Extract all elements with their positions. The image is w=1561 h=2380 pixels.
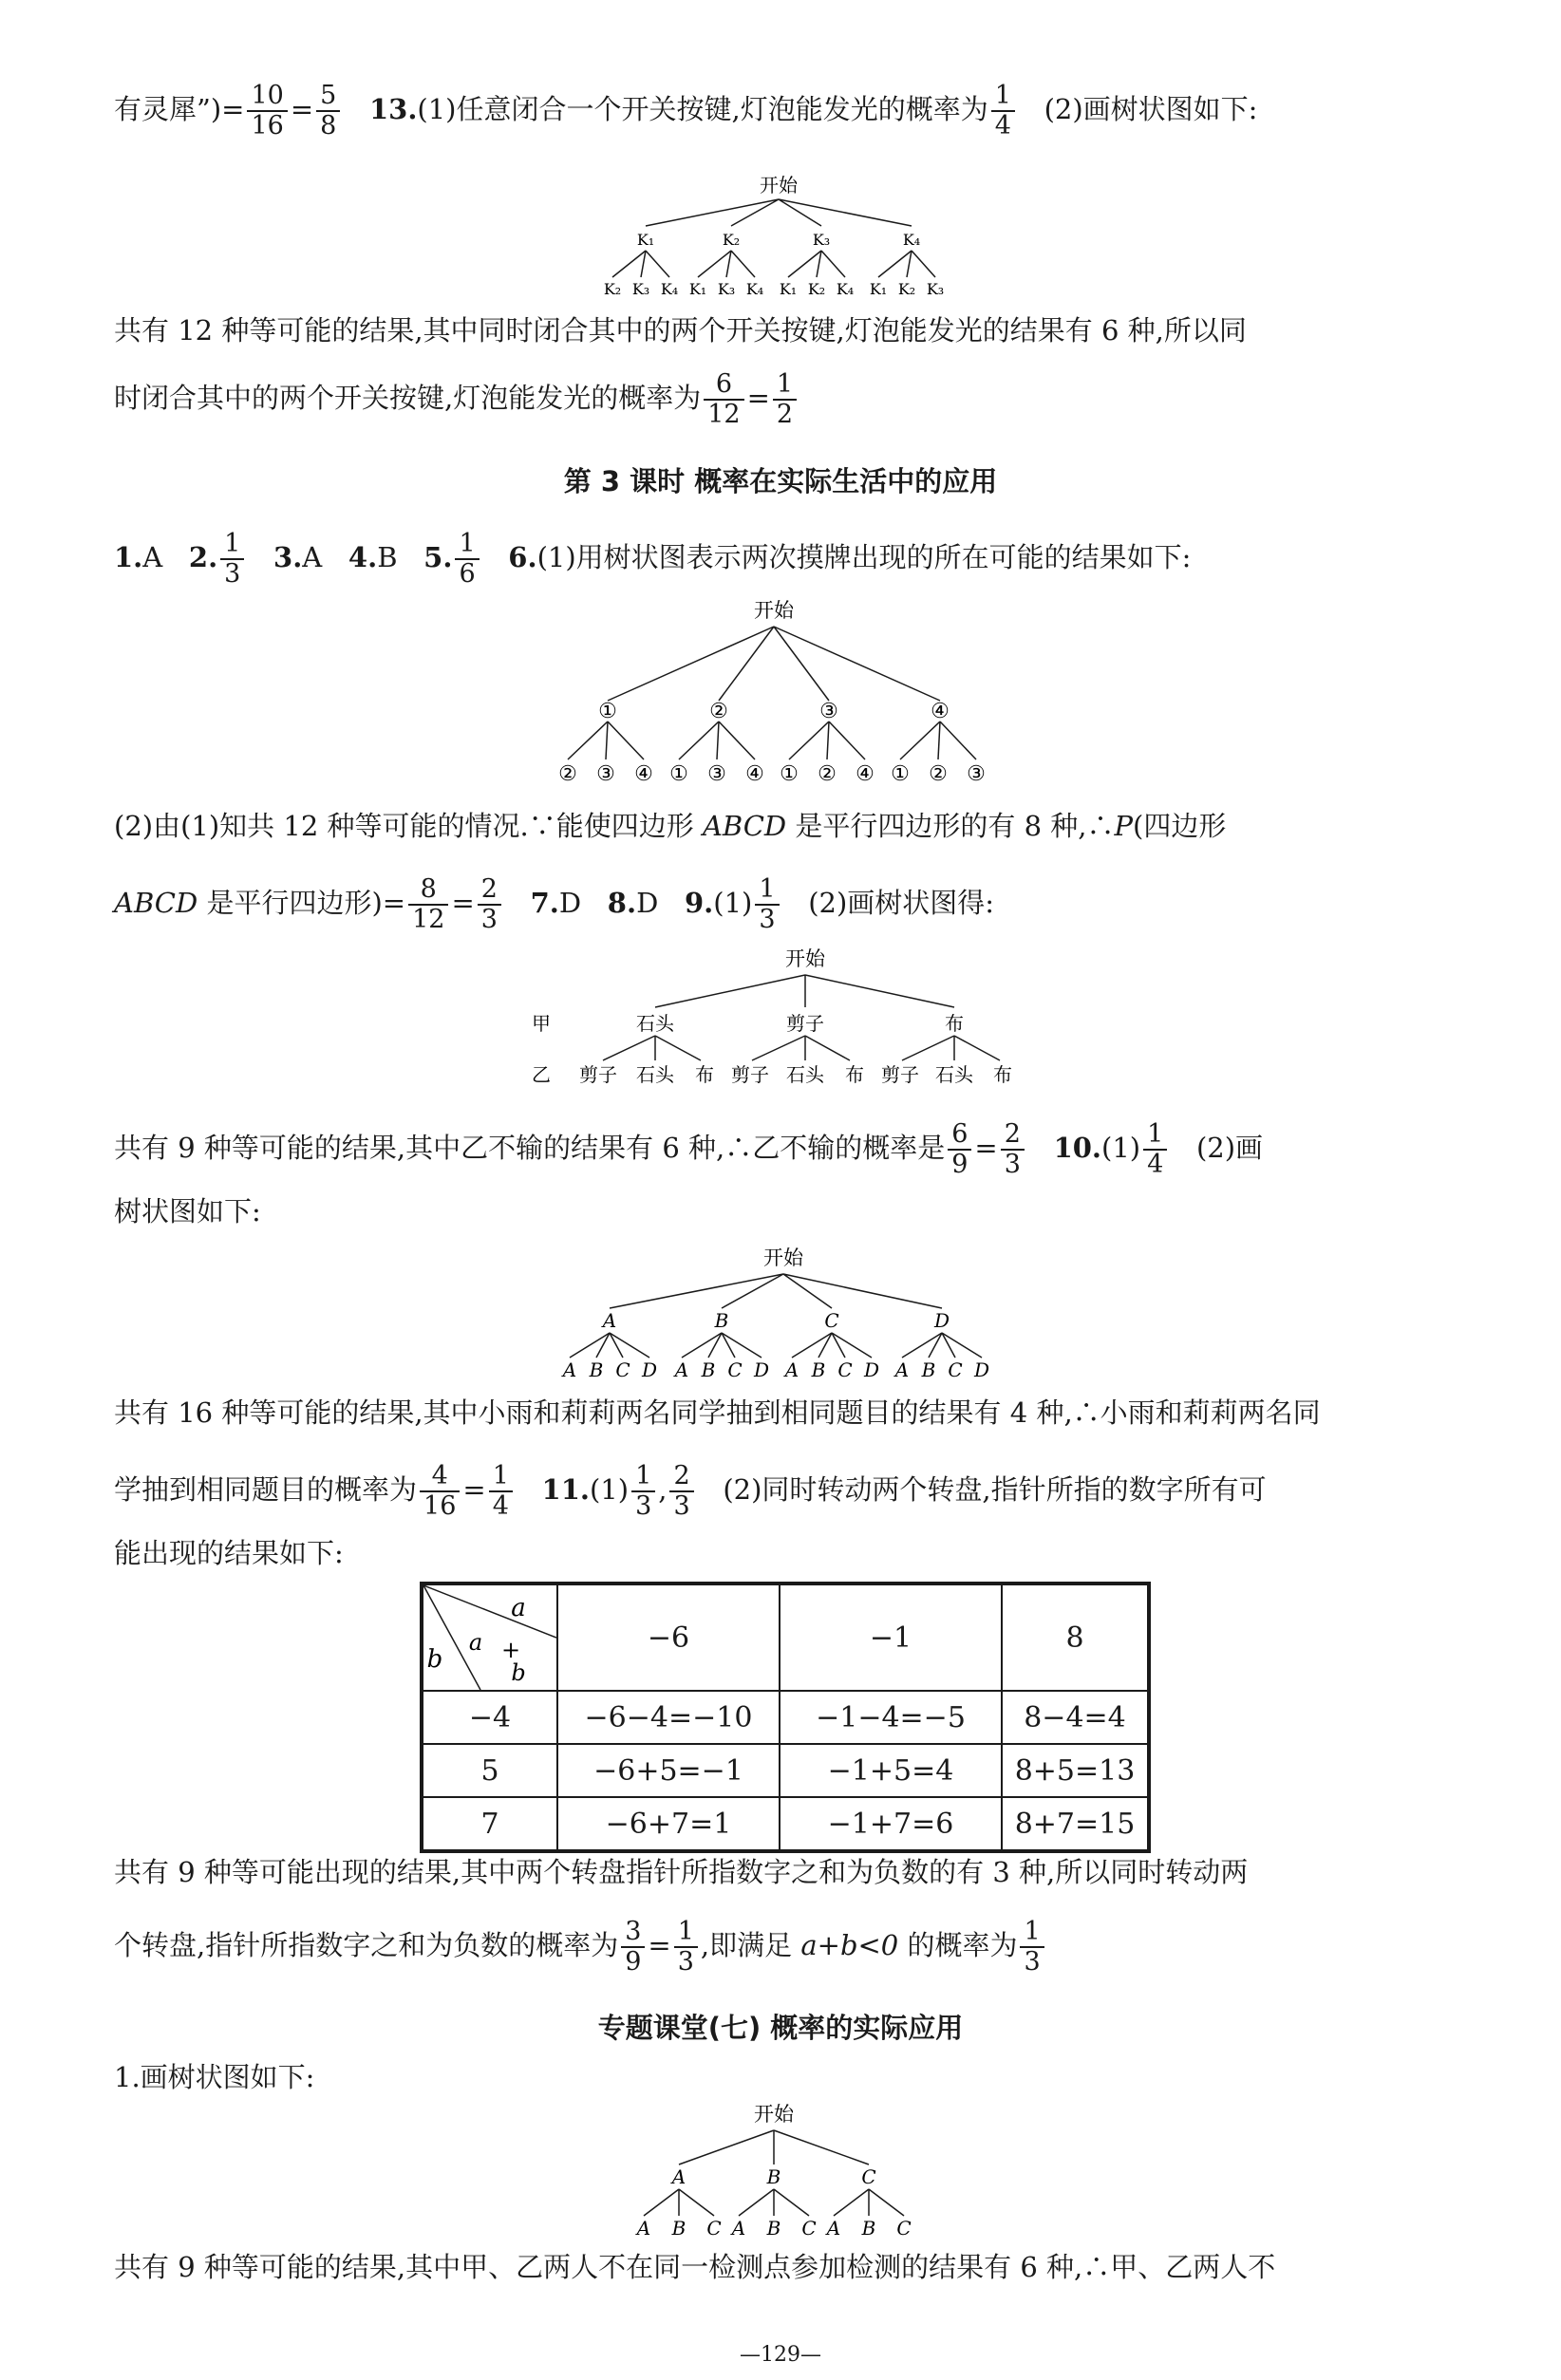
fraction: $\frac{10}{16}$	[247, 82, 287, 141]
fraction: $\frac{2}{3}$	[669, 1462, 693, 1521]
tree-leaf: K₁	[869, 280, 888, 298]
tree-leaf: ②	[558, 762, 577, 786]
tree-leaf: A	[562, 1359, 577, 1381]
tree-leaf: K₃	[717, 280, 736, 298]
tree-leaf: C	[948, 1359, 963, 1381]
text-line: 能出现的结果如下:	[114, 1537, 344, 1569]
corner-a: a	[511, 1594, 526, 1622]
tree-node: A	[671, 2165, 686, 2188]
tree-root: 开始	[754, 599, 794, 622]
tree-leaf: ③	[967, 762, 986, 786]
table-cell: −6+7=1	[557, 1797, 780, 1851]
tree-leaf: C	[615, 1359, 630, 1381]
tree-leaf: K₃	[926, 280, 945, 298]
tree-leaf: D	[753, 1359, 770, 1381]
tree-leaf: K₁	[688, 280, 707, 298]
fraction: $\frac{6}{12}$	[704, 370, 743, 429]
text-line: 树状图如下:	[114, 1195, 261, 1227]
tree-node: ①	[598, 700, 617, 723]
corner-b: b	[426, 1645, 443, 1674]
fraction: $\frac{1}{3}$	[755, 875, 779, 934]
row-header: 5	[422, 1744, 557, 1797]
table-row	[422, 1797, 1149, 1851]
tree-diagram-cards	[541, 596, 1035, 796]
tree-diagram-rock-paper-scissors	[522, 945, 1054, 1096]
tree-leaf: K₃	[631, 280, 650, 298]
tree-leaf: A	[894, 1359, 910, 1381]
tree-root: 开始	[754, 2103, 794, 2126]
tree-leaf: B	[589, 1359, 604, 1381]
tree-leaf: K₂	[807, 280, 826, 298]
line-answers-10: 共有 9 种等可能的结果,其中乙不输的结果有 6 种,∴乙不输的概率是 $\frac{6}{9}$ = $\frac{2}{3}$ 10.(1) $\frac{1}{4}$ (2)画	[114, 1119, 1264, 1179]
fraction: $\frac{1}{4}$	[489, 1462, 513, 1521]
corner-sum-b: b	[511, 1659, 526, 1686]
text-line: (2)由(1)知共 12 种等可能的情况.∵能使四边形 ABCD 是平行四边形的有 8 种,∴P(四边形	[114, 810, 1227, 842]
fraction: $\frac{3}{9}$	[621, 1918, 645, 1977]
section-heading: 第 3 课时 概率在实际生活中的应用	[563, 465, 998, 497]
tree-diagram-questions	[551, 1244, 1006, 1386]
tree-leaf: C	[706, 2217, 722, 2239]
text-line: 共有 12 种等可能的结果,其中同时闭合其中的两个开关按键,灯泡能发光的结果有 6 种,所以同	[114, 314, 1247, 347]
tree-leaf: K₂	[897, 280, 916, 298]
page-number: —129—	[740, 2343, 821, 2367]
tree-leaf: 剪子	[881, 1063, 919, 1086]
section-heading: 专题课堂(七) 概率的实际应用	[597, 2012, 964, 2044]
tree-node: ④	[931, 700, 950, 723]
tree-root: 开始	[785, 947, 825, 970]
column-header: −6	[557, 1584, 780, 1691]
text-line: 共有 9 种等可能的结果,其中甲、乙两人不在同一检测点参加检测的结果有 6 种,∴甲、乙两人不	[114, 2251, 1276, 2283]
tree-leaf: ③	[707, 762, 726, 786]
row-header: −4	[422, 1691, 557, 1744]
line-answers-7-9: ABCD 是平行四边形)= $\frac{8}{12}$ = $\frac{2}{3}$ 7.D 8.D 9.(1) $\frac{1}{3}$ (2)画树状图得:	[114, 874, 995, 934]
tree-node: 石头	[636, 1012, 674, 1035]
tree-leaf: A	[826, 2217, 841, 2239]
tree-leaf: B	[861, 2217, 876, 2239]
tree-leaf: K₄	[660, 280, 679, 298]
tree-node: A	[602, 1309, 617, 1332]
fraction: $\frac{1}{4}$	[991, 82, 1015, 141]
tree-leaf: 石头	[935, 1063, 973, 1086]
tree-node: 布	[945, 1012, 964, 1035]
line-q13-conclusion: 时闭合其中的两个开关按键,灯泡能发光的概率为 $\frac{6}{12}$ = $\frac{1}{2}$	[114, 370, 1443, 429]
table-cell: −6+5=−1	[557, 1744, 780, 1797]
tree-leaf: A	[636, 2217, 651, 2239]
fraction: $\frac{4}{16}$	[420, 1462, 460, 1521]
tree-leaf: K₄	[836, 280, 855, 298]
table-row	[422, 1691, 1149, 1744]
column-header: 8	[1002, 1584, 1149, 1691]
tree-leaf: K₂	[603, 280, 622, 298]
tree-node: ③	[819, 700, 838, 723]
table-corner-cell	[422, 1584, 557, 1691]
table-cell: 8+5=13	[1002, 1744, 1149, 1797]
fraction: $\frac{6}{9}$	[948, 1120, 971, 1179]
tree-leaf: ④	[856, 762, 875, 786]
player-label: 甲	[532, 1012, 551, 1035]
tree-leaf: D	[641, 1359, 658, 1381]
tree-leaf: B	[671, 2217, 686, 2239]
text-line: 共有 9 种等可能出现的结果,其中两个转盘指针所指数字之和为负数的有 3 种,所以同时转动两	[114, 1856, 1249, 1888]
tree-leaf: ②	[818, 762, 837, 786]
tree-leaf: ②	[929, 762, 948, 786]
fraction: $\frac{2}{3}$	[1001, 1120, 1025, 1179]
tree-node: D	[933, 1309, 950, 1332]
tree-leaf: B	[811, 1359, 826, 1381]
tree-leaf: ④	[745, 762, 764, 786]
table-cell: 8−4=4	[1002, 1691, 1149, 1744]
fraction: $\frac{1}{3}$	[674, 1918, 698, 1977]
table-cell: 8+7=15	[1002, 1797, 1149, 1851]
table-cell: −6−4=−10	[557, 1691, 780, 1744]
tree-node: 剪子	[786, 1012, 824, 1035]
tree-leaf: K₄	[745, 280, 764, 298]
fraction: $\frac{1}{3}$	[1020, 1918, 1044, 1977]
tree-node: K₃	[812, 231, 831, 249]
fraction: $\frac{8}{12}$	[408, 875, 448, 934]
text-line: 共有 16 种等可能的结果,其中小雨和莉莉两名同学抽到相同题目的结果有 4 种,∴小雨和莉莉两名同	[114, 1396, 1321, 1429]
tree-node: K₄	[902, 231, 921, 249]
tree-node: ②	[709, 700, 728, 723]
row-header: 7	[422, 1797, 557, 1851]
tree-leaf: C	[837, 1359, 853, 1381]
table-row	[422, 1744, 1149, 1797]
tree-leaf: 石头	[786, 1063, 824, 1086]
tree-leaf: D	[863, 1359, 880, 1381]
tree-diagram-test-sites	[617, 2100, 931, 2242]
tree-node: C	[824, 1309, 839, 1332]
tree-leaf: 布	[845, 1063, 864, 1086]
tree-leaf: 剪子	[579, 1063, 617, 1086]
tree-leaf: A	[784, 1359, 799, 1381]
table-cell: −1−4=−5	[780, 1691, 1002, 1744]
table-cell: −1+7=6	[780, 1797, 1002, 1851]
table-cell: −1+5=4	[780, 1744, 1002, 1797]
tree-root: 开始	[763, 1246, 803, 1269]
line-answers-1-6: 1.A 2. $\frac{1}{3}$ 3.A 4.B 5. $\frac{1}{6}$ 6.(1)用树状图表示两次摸牌出现的所在可能的结果如下:	[114, 529, 1192, 589]
player-label: 乙	[532, 1063, 551, 1086]
tree-node: C	[861, 2165, 876, 2188]
tree-leaf: 剪子	[731, 1063, 769, 1086]
column-header: −1	[780, 1584, 1002, 1691]
tree-leaf: ①	[780, 762, 799, 786]
tree-diagram-switches	[589, 171, 987, 304]
fraction: $\frac{1}{2}$	[773, 370, 797, 429]
line-answers-11: 学抽到相同题目的概率为 $\frac{4}{16}$ = $\frac{1}{4}$ 11.(1) $\frac{1}{3}$ , $\frac{2}{3}$ (2)同时转动两个转盘,指针所指的数字所有可	[114, 1461, 1267, 1521]
corner-sum-op: +	[500, 1637, 521, 1663]
tree-leaf: B	[701, 1359, 716, 1381]
tree-leaf: A	[674, 1359, 689, 1381]
corner-sum-a: a	[468, 1629, 483, 1656]
tree-leaf: ③	[596, 762, 615, 786]
fraction: $\frac{1}{3}$	[220, 530, 244, 589]
tree-node: B	[714, 1309, 729, 1332]
tree-node: B	[766, 2165, 781, 2188]
tree-leaf: 布	[695, 1063, 714, 1086]
tree-leaf: C	[896, 2217, 912, 2239]
tree-leaf: B	[766, 2217, 781, 2239]
tree-leaf: D	[973, 1359, 990, 1381]
fraction: $\frac{1}{3}$	[631, 1462, 655, 1521]
tree-leaf: A	[731, 2217, 746, 2239]
tree-root: 开始	[760, 174, 798, 197]
tree-node: K₂	[722, 231, 741, 249]
fraction: $\frac{5}{8}$	[316, 82, 340, 141]
fraction: $\frac{1}{4}$	[1143, 1120, 1167, 1179]
tree-leaf: K₁	[779, 280, 798, 298]
fraction: $\frac{2}{3}$	[478, 875, 501, 934]
tree-leaf: 布	[993, 1063, 1012, 1086]
sum-table	[420, 1582, 1151, 1853]
line-q11-conclusion: 个转盘,指针所指数字之和为负数的概率为 $\frac{3}{9}$ = $\frac{1}{3}$ ,即满足 a+b<0 的概率为 $\frac{1}{3}$	[114, 1918, 1443, 1977]
fraction: $\frac{1}{6}$	[455, 530, 479, 589]
tree-leaf: B	[921, 1359, 936, 1381]
tree-leaf: C	[801, 2217, 817, 2239]
tree-leaf: ①	[891, 762, 910, 786]
tree-node: K₁	[636, 231, 655, 249]
question-number: 13.	[368, 93, 418, 125]
text-line: 1.画树状图如下:	[114, 2061, 315, 2093]
tree-leaf: ④	[634, 762, 653, 786]
line-q13: 有灵犀”)= $\frac{10}{16}$ = $\frac{5}{8}$ 13.(1)任意闭合一个开关按键,灯泡能发光的概率为 $\frac{1}{4}$ (2)画树状图如下:	[114, 81, 1258, 141]
tree-leaf: 石头	[636, 1063, 674, 1086]
tree-leaf: ①	[669, 762, 688, 786]
tree-leaf: C	[727, 1359, 743, 1381]
